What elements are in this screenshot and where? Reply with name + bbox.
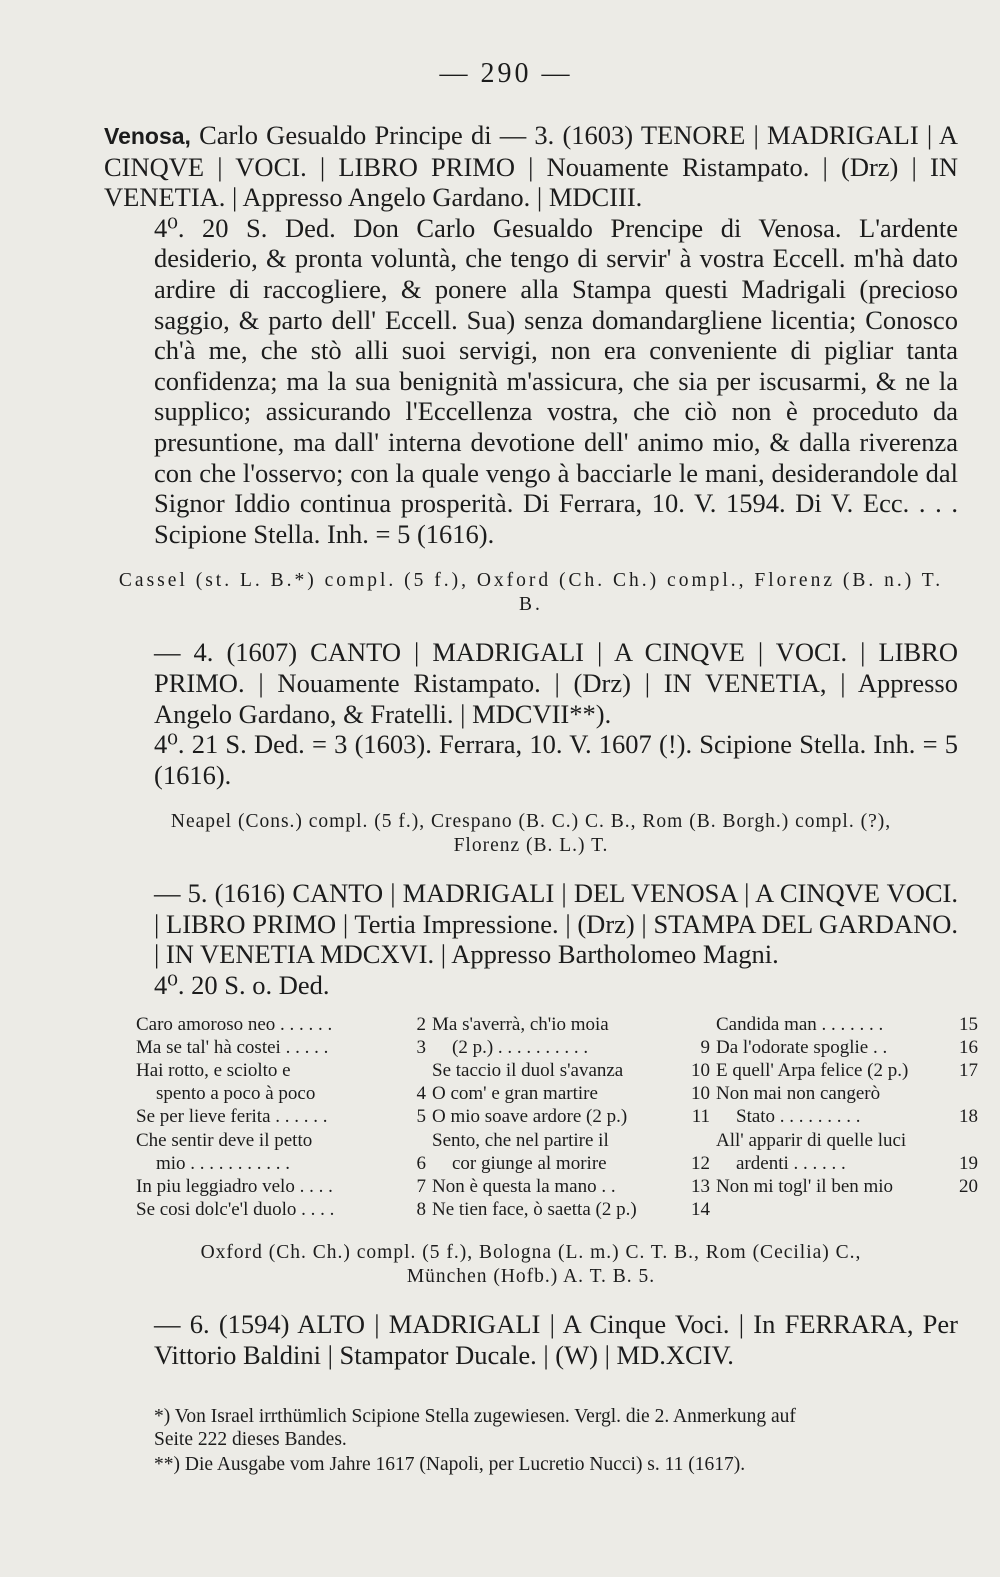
contents-row xyxy=(136,1013,426,1036)
entry-3-title xyxy=(104,120,958,213)
madrigal-number: 15 xyxy=(959,1013,978,1035)
madrigal-number xyxy=(422,1059,426,1082)
entry-3-title-text: Carlo Gesualdo Principe di — 3. (1603) TENORE | MADRIGALI | A CINQVE | VOCI. | LIBRO PRIMO | Nouamente Ristampato. | (Drz) | IN VENETIA. | Appresso Angelo Gardano. | MDCIII. xyxy=(104,120,958,213)
madrigal-title: ardenti . . . . . . xyxy=(736,1152,846,1174)
contents-column-1 xyxy=(136,1013,426,1222)
madrigal-number xyxy=(974,1082,978,1105)
madrigal-number: 5 xyxy=(416,1106,426,1128)
madrigal-title: Ma s'averrà, ch'io moia xyxy=(432,1013,609,1035)
page-number: — 290 — xyxy=(439,58,573,89)
contents-row xyxy=(716,1175,978,1198)
entry-3-description: 4⁰. 20 S. Ded. Don Carlo Gesualdo Prencipe di Venosa. L'ardente desiderio, & pronta voluntà, che tengo di servir' à vostra Eccell. m'hà dato ardire di raccogliere, & ponere alla Stampa questi Madrigali (precioso saggio, & parto dell' Eccell. Sua) senza domandargliene licentia; Conosco ch'à me, che stò alli suoi servigi, non era conveniente di pigliar tanta confidenza; ma la sua benignità m'assicura, che sia per iscusarmi, & ne la supplico; assicurando l'Eccellenza vostra, che ciò non è proceduto da presuntione, ma dall' interna devotione dell' animo mio, & dalla riverenza con che l'osservo; con la quale vengo à bacciarle le mani, desiderandole dal Signor Iddio continua prosperità. Di Ferrara, 10. V. 1594. Di V. Ecc. . . . Scipione Stella. Inh. = 5 (1616). xyxy=(154,212,958,549)
madrigal-title: Da l'odorate spoglie . . xyxy=(716,1036,888,1058)
madrigal-title: In piu leggiadro velo . . . . xyxy=(136,1176,333,1198)
madrigal-number xyxy=(706,1129,710,1152)
contents-row xyxy=(432,1036,710,1059)
madrigal-number: 11 xyxy=(691,1106,710,1128)
footnotes xyxy=(104,1405,958,1476)
contents-row xyxy=(432,1105,710,1128)
madrigal-number: 14 xyxy=(691,1199,710,1221)
contents-row xyxy=(716,1129,978,1152)
contents-row xyxy=(432,1152,710,1175)
entry-5-description: 4⁰. 20 S. o. Ded. xyxy=(154,970,330,1001)
madrigal-number xyxy=(706,1013,710,1036)
contents-row xyxy=(432,1198,710,1221)
entry-6 xyxy=(104,1309,958,1370)
madrigal-number xyxy=(422,1129,426,1152)
madrigal-title: Candida man . . . . . . . xyxy=(716,1013,884,1035)
contents-row xyxy=(136,1105,426,1128)
madrigal-number: 4 xyxy=(416,1083,426,1105)
contents-row xyxy=(136,1129,426,1152)
contents-row xyxy=(136,1175,426,1198)
contents-row xyxy=(136,1036,426,1059)
madrigal-number: 16 xyxy=(959,1036,978,1058)
madrigal-number xyxy=(974,1198,978,1221)
madrigal-title: E quell' Arpa felice (2 p.) xyxy=(716,1060,909,1082)
contents-row xyxy=(716,1013,978,1036)
madrigal-title: mio . . . . . . . . . . . xyxy=(156,1152,291,1174)
footnote-1: *) Von Israel irrthümlich Scipione Stella zugewiesen. Vergl. die 2. Anmerkung auf Seite 222 dieses Bandes. xyxy=(154,1405,796,1450)
madrigal-title: Ne tien face, ò saetta (2 p.) xyxy=(432,1199,637,1221)
entry-3-holdings: Cassel (st. L. B.*) compl. (5 f.), Oxford (Ch. Ch.) compl., Florenz (B. n.) T. B. xyxy=(118,570,944,616)
madrigal-title: Non mi togl' il ben mio xyxy=(716,1176,894,1198)
entry-5-holdings: Oxford (Ch. Ch.) compl. (5 f.), Bologna (L. m.) C. T. B., Rom (Cecilia) C., München (Hofb.) A. T. B. 5. xyxy=(200,1242,862,1288)
contents-row xyxy=(432,1059,710,1082)
contents-row xyxy=(716,1198,978,1221)
madrigal-title: Ma se tal' hà costei . . . . . xyxy=(136,1036,329,1058)
madrigal-title: Caro amoroso neo . . . . . . xyxy=(136,1013,333,1035)
madrigal-number: 12 xyxy=(691,1152,710,1174)
entry-4-holdings: Neapel (Cons.) compl. (5 f.), Crespano (B. C.) C. B., Rom (B. Borgh.) compl. (?), Florenz (B. L.) T. xyxy=(170,811,892,857)
entry-5 xyxy=(104,878,958,1000)
madrigal-number: 13 xyxy=(691,1176,710,1198)
contents-column-2 xyxy=(432,1013,710,1222)
contents-row xyxy=(716,1082,978,1105)
contents-row xyxy=(716,1152,978,1175)
entry-4-description: 4⁰. 21 S. Ded. = 3 (1603). Ferrara, 10. V. 1607 (!). Scipione Stella. Inh. = 5 (1616). xyxy=(154,729,958,790)
madrigal-number: 9 xyxy=(700,1036,710,1058)
madrigal-title: Se cosi dolc'e'l duolo . . . . xyxy=(136,1199,335,1221)
madrigal-title: Stato . . . . . . . . . xyxy=(736,1106,861,1128)
madrigal-number xyxy=(974,1129,978,1152)
madrigal-title: Se per lieve ferita . . . . . . xyxy=(136,1106,328,1128)
madrigal-number: 17 xyxy=(959,1060,978,1082)
contents-row xyxy=(432,1082,710,1105)
madrigal-title: Non è questa la mano . . xyxy=(432,1176,616,1198)
madrigal-title: spento a poco à poco xyxy=(156,1083,316,1105)
madrigal-number: 18 xyxy=(959,1106,978,1128)
madrigal-number: 2 xyxy=(416,1013,426,1035)
madrigal-number: 20 xyxy=(959,1176,978,1198)
composer-name: Venosa, xyxy=(104,123,191,149)
contents-row xyxy=(136,1152,426,1175)
entry-5-title: — 5. (1616) CANTO | MADRIGALI | DEL VENOSA | A CINQVE VOCI. | LIBRO PRIMO | Tertia Impressione. | (Drz) | STAMPA DEL GARDANO. | IN VENETIA MDCXVI. | Appresso Bartholomeo Magni. xyxy=(154,878,958,970)
madrigal-title: (2 p.) . . . . . . . . . . xyxy=(452,1036,589,1058)
contents-row xyxy=(716,1036,978,1059)
madrigal-number: 7 xyxy=(416,1176,426,1198)
madrigal-title: Se taccio il duol s'avanza xyxy=(432,1060,624,1082)
contents-row xyxy=(136,1059,426,1082)
madrigal-title: O com' e gran martire xyxy=(432,1083,598,1105)
madrigal-title: Hai rotto, e sciolto e xyxy=(136,1060,291,1082)
contents-row xyxy=(716,1059,978,1082)
madrigal-title: All' apparir di quelle luci xyxy=(716,1129,907,1151)
entry-4-title: — 4. (1607) CANTO | MADRIGALI | A CINQVE | VOCI. | LIBRO PRIMO. | Nouamente Ristampato. | (Drz) | IN VENETIA, | Appresso Angelo Gardano, & Fratelli. | MDCVII**). xyxy=(154,637,958,729)
madrigal-title: Che sentir deve il petto xyxy=(136,1129,313,1151)
madrigal-title: O mio soave ardore (2 p.) xyxy=(432,1106,628,1128)
contents-row xyxy=(136,1198,426,1221)
madrigal-title: Sento, che nel partire il xyxy=(432,1129,609,1151)
contents-row xyxy=(432,1175,710,1198)
contents-row xyxy=(136,1082,426,1105)
contents-row xyxy=(432,1129,710,1152)
contents-row xyxy=(716,1105,978,1128)
madrigal-title xyxy=(716,1198,721,1221)
entry-4 xyxy=(104,637,958,790)
entry-6-title: — 6. (1594) ALTO | MADRIGALI | A Cinque Voci. | In FERRARA, Per Vittorio Baldini | Stampator Ducale. | (W) | MD.XCIV. xyxy=(154,1309,958,1371)
contents-row xyxy=(432,1013,710,1036)
madrigal-number: 8 xyxy=(416,1199,426,1221)
madrigal-title: cor giunge al morire xyxy=(452,1152,607,1174)
madrigal-number: 6 xyxy=(416,1152,426,1174)
madrigal-title: Non mai non cangerò xyxy=(716,1083,881,1105)
footnote-2: **) Die Ausgabe vom Jahre 1617 (Napoli, per Lucretio Nucci) s. 11 (1617). xyxy=(154,1453,746,1475)
entry-3 xyxy=(104,120,958,549)
madrigal-number: 19 xyxy=(959,1152,978,1174)
contents-column-3 xyxy=(716,1013,978,1222)
madrigal-number: 3 xyxy=(416,1036,426,1058)
madrigal-number: 10 xyxy=(691,1060,710,1082)
contents-table xyxy=(136,1013,978,1222)
madrigal-number: 10 xyxy=(691,1083,710,1105)
